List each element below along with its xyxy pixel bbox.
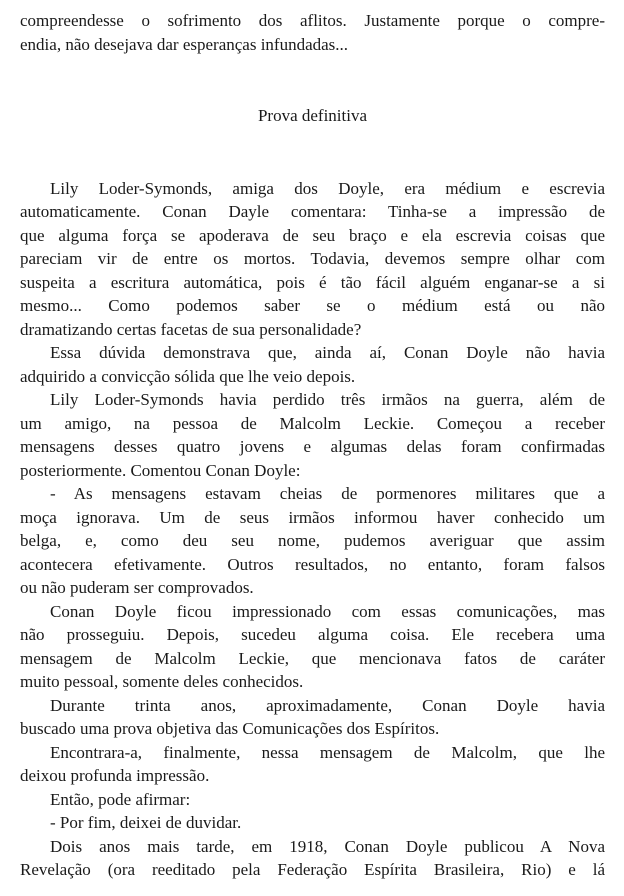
text-line: endia, não desejava dar esperanças infundadas... <box>20 34 349 54</box>
text-line: acontecera efetivamente. Outros resultados, no entanto, foram falsos <box>20 554 605 574</box>
text-line: Durante trinta anos, aproximadamente, Conan Doyle havia <box>50 695 605 715</box>
text-line: um amigo, na pessoa de Malcolm Leckie. Começou a receber <box>20 413 605 433</box>
text-line: suspeita a escritura automática, pois é tão fácil alguém enganar-se a si <box>20 272 605 292</box>
paragraph <box>20 835 605 882</box>
text-line: buscado uma prova objetiva das Comunicações dos Espíritos. <box>20 719 440 738</box>
text-line: Lily Loder-Symonds havia perdido três irmãos na guerra, além de <box>50 390 605 409</box>
text-line: - As mensagens estavam cheias de pormenores militares que a <box>50 484 605 503</box>
text-line: Dois anos mais tarde, em 1918, Conan Doyle publicou A Nova <box>50 836 605 856</box>
text-line: compreendesse o sofrimento dos aflitos. Justamente porque o compre- <box>20 11 605 30</box>
text-line: muito pessoal, somente deles conhecidos. <box>20 672 304 691</box>
text-line: Conan Doyle ficou impressionado com essas comunicações, mas <box>50 601 605 621</box>
paragraph <box>20 694 605 741</box>
text-line: dramatizando certas facetas de sua personalidade? <box>20 319 362 339</box>
paragraph <box>20 788 605 812</box>
paragraph <box>20 388 605 482</box>
text-line: não prosseguiu. Depois, sucedeu alguma coisa. Ele recebera uma <box>20 625 605 644</box>
text-line: belga, e, como deu seu nome, pudemos averiguar que assim <box>20 531 605 550</box>
text-line: mesmo... Como podemos saber se o médium está ou não <box>20 296 605 315</box>
text-line: mensagens desses quatro jovens e algumas delas foram confirmadas <box>20 437 605 456</box>
paragraph <box>20 600 605 694</box>
text-line: mensagem de Malcolm Leckie, que mencionava fatos de caráter <box>20 648 605 668</box>
intro-paragraph-container <box>20 9 605 56</box>
text-line: posteriormente. Comentou Conan Doyle: <box>20 460 301 480</box>
paragraph <box>20 482 605 600</box>
section-heading: Prova definitiva <box>257 106 368 125</box>
text-line: pareciam vir de entre os mortos. Todavia, devemos sempre olhar com <box>20 249 605 268</box>
paragraph <box>20 341 605 388</box>
body-text <box>20 177 605 882</box>
paragraph <box>20 177 605 342</box>
paragraph <box>20 811 605 835</box>
text-line: Lily Loder-Symonds, amiga dos Doyle, era médium e escrevia <box>50 178 605 198</box>
text-line: que alguma força se apoderava de seu braço e ela escrevia coisas que <box>20 225 605 245</box>
text-line: ou não puderam ser comprovados. <box>20 578 254 597</box>
text-line: Revelação (ora reeditado pela Federação Espírita Brasileira, Rio) e lá <box>20 860 605 879</box>
text-line: adquirido a convicção sólida que lhe veio depois. <box>20 366 356 386</box>
text-line: automaticamente. Conan Dayle comentara: Tinha-se a impressão de <box>20 202 605 221</box>
text-line: Então, pode afirmar: <box>50 789 191 809</box>
text-line: deixou profunda impressão. <box>20 766 210 785</box>
text-line: moça ignorava. Um de seus irmãos informou haver conhecido um <box>20 507 605 527</box>
paragraph <box>20 741 605 788</box>
paragraph <box>20 9 605 56</box>
text-line: Essa dúvida demonstrava que, ainda aí, Conan Doyle não havia <box>50 343 605 362</box>
text-line: Encontrara-a, finalmente, nessa mensagem de Malcolm, que lhe <box>50 742 605 762</box>
text-line: - Por fim, deixei de duvidar. <box>50 813 242 832</box>
